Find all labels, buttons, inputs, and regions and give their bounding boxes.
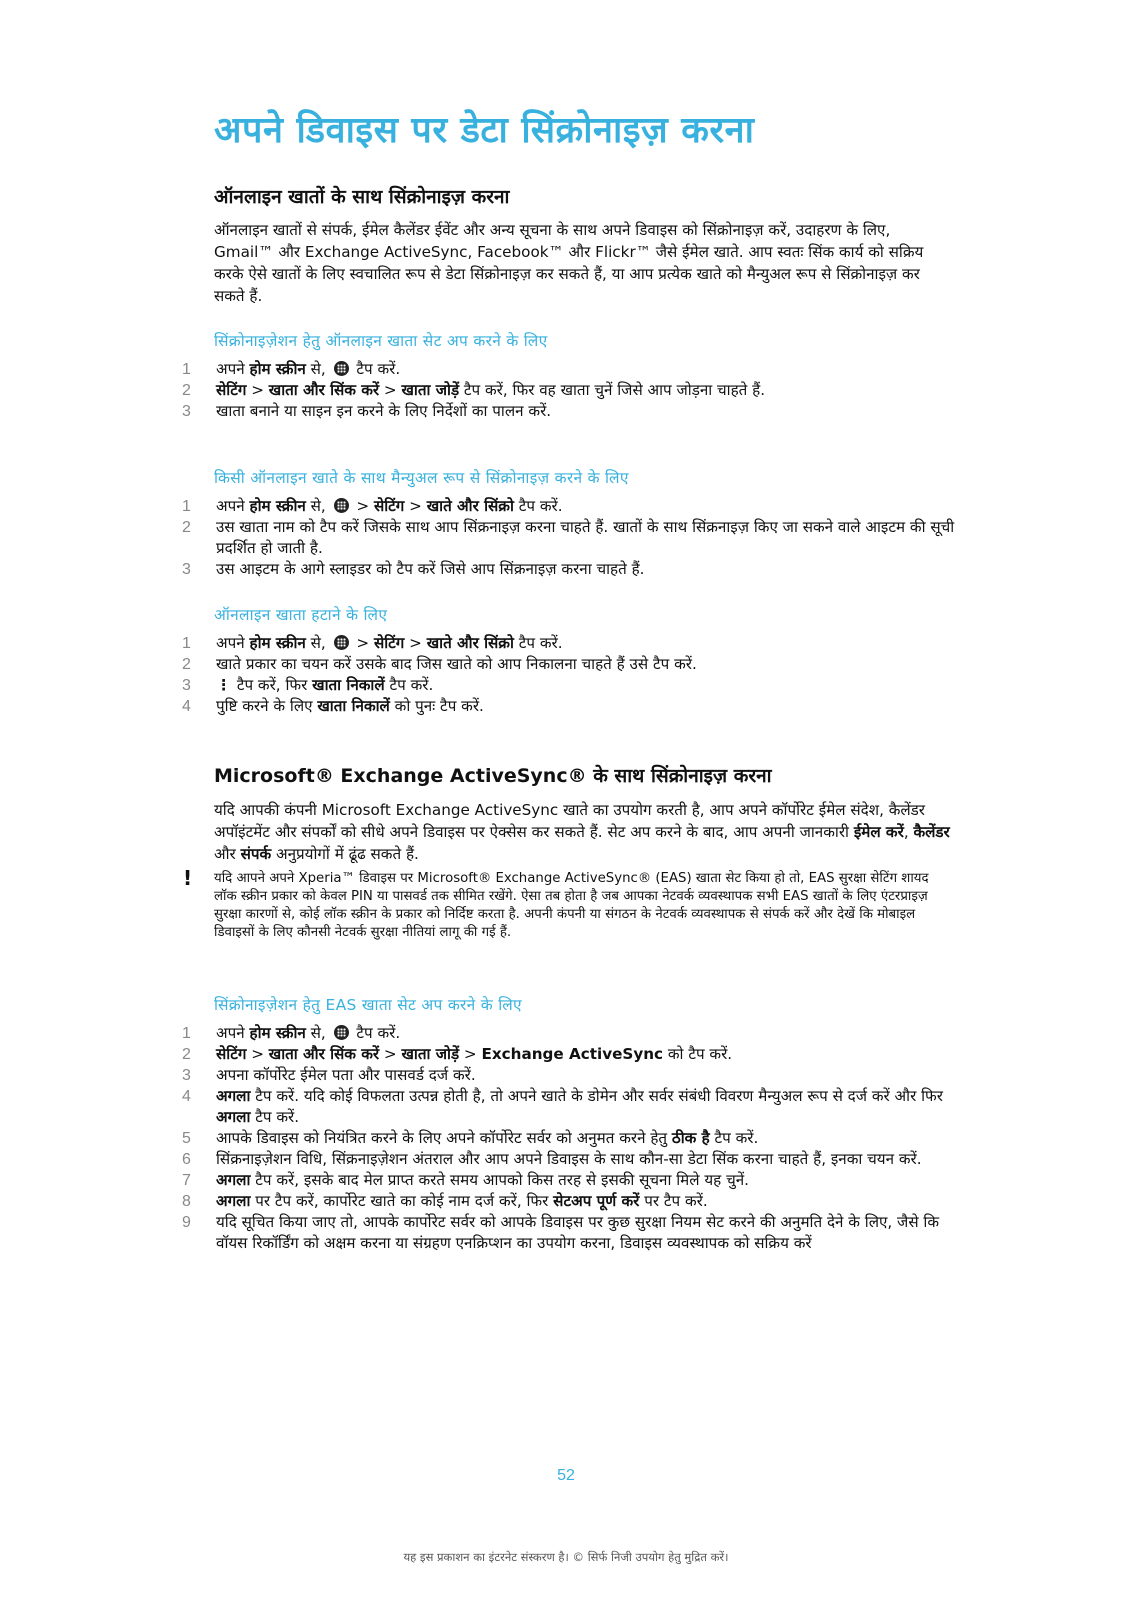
step-text: सेटिंग > खाता और सिंक करें > खाता जोड़ें > Exchange ActiveSync को टैप करें.	[216, 1045, 733, 1063]
step	[180, 1128, 960, 1149]
step-number: 2	[182, 1046, 191, 1063]
step-number: 9	[182, 1214, 191, 1231]
section-heading-exchange-activesync: Microsoft® Exchange ActiveSync® के साथ सिंक्रोनाइज़ करना	[214, 765, 772, 787]
step-number: 2	[182, 656, 191, 673]
footer-note: यह इस प्रकाशन का इंटरनेट संस्करण है। © सिर्फ निजी उपयोग हेतु मुद्रित करें।	[403, 1550, 729, 1564]
step-text: अपना कॉर्पोरेट ईमेल पता और पासवर्ड दर्ज करें.	[216, 1066, 476, 1084]
step-text: अपने होम स्क्रीन से, टैप करें.	[216, 360, 401, 378]
step	[180, 496, 960, 517]
step-text: अगला टैप करें, इसके बाद मेल प्राप्त करते समय आपको किस तरह से इसकी सूचना मिले यह चुनें.	[216, 1171, 749, 1189]
step	[180, 1023, 960, 1044]
procedure-steps-setup-online-account	[180, 359, 960, 422]
step	[180, 675, 960, 696]
step	[180, 559, 960, 580]
more-options-icon: ⋮	[216, 676, 232, 694]
procedure-heading-manual-sync: किसी ऑनलाइन खाते के साथ मैन्युअल रूप से सिंक्रोनाइज़ करने के लिए	[214, 469, 629, 487]
app-grid-icon	[334, 361, 349, 376]
step	[180, 633, 960, 654]
step-text: ⋮ टैप करें, फिर खाता निकालें टैप करें.	[216, 676, 434, 694]
step	[180, 380, 960, 401]
step-number: 1	[182, 1025, 191, 1042]
step-text: अपने होम स्क्रीन से, टैप करें.	[216, 1024, 401, 1042]
step	[180, 1065, 960, 1086]
step-text: अपने होम स्क्रीन से, > सेटिंग > खाते और सिंक्रो टैप करें.	[216, 634, 563, 652]
step-number: 3	[182, 677, 191, 694]
step	[180, 1191, 960, 1212]
step-number: 5	[182, 1130, 191, 1147]
step-text: उस खाता नाम को टैप करें जिसके साथ आप सिंक्रनाइज़ करना चाहते हैं. खातों के साथ सिंक्रनाइज़ किए जा सकने वाले आइटम की सूची प्रदर्शित हो जाती है.	[216, 518, 955, 557]
step-number: 1	[182, 498, 191, 515]
section-heading-online-accounts: ऑनलाइन खातों के साथ सिंक्रोनाइज़ करना	[214, 186, 510, 208]
step-text: अपने होम स्क्रीन से, > सेटिंग > खाते और सिंक्रो टैप करें.	[216, 497, 563, 515]
step-text: अगला पर टैप करें, कार्पोरेट खाते का कोई नाम दर्ज करें, फिर सेटअप पूर्ण करें पर टैप करें.	[216, 1192, 708, 1210]
step-text: सिंक्रनाइज़ेशन विधि, सिंक्रनाइज़ेशन अंतराल और आप अपने डिवाइस के साथ कौन-सा डेटा सिंक करना चाहते हैं, इनका चयन करें.	[216, 1150, 922, 1168]
step-number: 4	[182, 1088, 191, 1105]
step	[180, 1086, 960, 1128]
step	[180, 359, 960, 380]
procedure-steps-remove-account	[180, 633, 960, 717]
procedure-heading-eas-setup: सिंक्रोनाइज़ेशन हेतु EAS खाता सेट अप करने के लिए	[214, 996, 522, 1014]
step-text: आपके डिवाइस को नियंत्रित करने के लिए अपने कॉर्पोरेट सर्वर को अनुमत करने हेतु ठीक है टैप करें.	[216, 1129, 759, 1147]
step-number: 2	[182, 382, 191, 399]
step	[180, 1212, 960, 1254]
procedure-heading-remove-account: ऑनलाइन खाता हटाने के लिए	[214, 606, 388, 624]
step-text: खाते प्रकार का चयन करें उसके बाद जिस खाते को आप निकालना चाहते हैं उसे टैप करें.	[216, 655, 697, 673]
step	[180, 1170, 960, 1191]
step	[180, 517, 960, 559]
step	[180, 654, 960, 675]
step-number: 4	[182, 698, 191, 715]
procedure-steps-manual-sync	[180, 496, 960, 580]
page-title: अपने डिवाइस पर डेटा सिंक्रोनाइज़ करना	[214, 110, 755, 151]
step-number: 3	[182, 1067, 191, 1084]
warning-icon: !	[183, 866, 193, 890]
step	[180, 696, 960, 717]
step-text: अगला टैप करें. यदि कोई विफलता उत्पन्न होती है, तो अपने खाते के डोमेन और सर्वर संबंधी विवरण मैन्युअल रूप से दर्ज करें और फिर अगला टैप करें.	[216, 1087, 943, 1126]
step-text: उस आइटम के आगे स्लाइडर को टैप करें जिसे आप सिंक्रनाइज़ करना चाहते हैं.	[216, 560, 645, 578]
step-number: 7	[182, 1172, 191, 1189]
app-grid-icon	[334, 635, 349, 650]
step-number: 1	[182, 361, 191, 378]
step-number: 3	[182, 403, 191, 420]
step-number: 6	[182, 1151, 191, 1168]
step-number: 8	[182, 1193, 191, 1210]
step-number: 3	[182, 561, 191, 578]
section-paragraph-exchange-activesync: यदि आपकी कंपनी Microsoft Exchange ActiveSync खाते का उपयोग करती है, आप अपने कॉर्पोरेट ईमेल संदेश, कैलेंडर अपॉइंटमेंट और संपर्कों को सीधे अपने डिवाइस पर ऐक्सेस कर सकते हैं. सेट अप करने के बाद, आप अपनी जानकारी ईमेल करें, कैलेंडर और संपर्क अनुप्रयोगों में ढूंढ सकते हैं.	[214, 801, 950, 863]
app-grid-icon	[334, 498, 349, 513]
step	[180, 1044, 960, 1065]
step-number: 1	[182, 635, 191, 652]
step-number: 2	[182, 519, 191, 536]
note-text: यदि आपने अपने Xperia™ डिवाइस पर Microsoft® Exchange ActiveSync® (EAS) खाता सेट किया हो तो, EAS सुरक्षा सेटिंग शायद लॉक स्क्रीन प्रकार को केवल PIN या पासवर्ड तक सीमित रखेंगे. ऐसा तब होता है जब आपका नेटवर्क व्यवस्थापक सभी EAS खातों के लिए एंटरप्राइज़ सुरक्षा कारणों से, कोई लॉक स्क्रीन के प्रकार को निर्दिष्ट करता है. अपनी कंपनी या संगठन के नेटवर्क व्यवस्थापक से संपर्क करें और देखें कि मोबाइल डिवाइसों के लिए कौनसी नेटवर्क सुरक्षा नीतियां लागू की गई हैं.	[214, 871, 929, 940]
step-text: खाता बनाने या साइन इन करने के लिए निर्देशों का पालन करें.	[216, 402, 552, 420]
app-grid-icon	[334, 1025, 349, 1040]
step-text: यदि सूचित किया जाए तो, आपके कार्पोरेट सर्वर को आपके डिवाइस पर कुछ सुरक्षा नियम सेट करने की अनुमति देने के लिए, जैसे कि वॉयस रिकॉर्डिंग को अक्षम करना या संग्रहण एनक्रिप्शन का उपयोग करना, डिवाइस व्यवस्थापक को सक्रिय करें	[216, 1213, 940, 1252]
page-number: 52	[557, 1467, 575, 1484]
step	[180, 1149, 960, 1170]
procedure-heading-setup-online-account: सिंक्रोनाइज़ेशन हेतु ऑनलाइन खाता सेट अप करने के लिए	[214, 332, 548, 350]
step	[180, 401, 960, 422]
step-text: पुष्टि करने के लिए खाता निकालें को पुनः टैप करें.	[216, 697, 484, 715]
procedure-steps-eas-setup	[180, 1023, 960, 1254]
step-text: सेटिंग > खाता और सिंक करें > खाता जोड़ें टैप करें, फिर वह खाता चुनें जिसे आप जोड़ना चाहते हैं.	[216, 381, 766, 399]
section-paragraph-online-accounts: ऑनलाइन खातों से संपर्क, ईमेल कैलेंडर ईवेंट और अन्य सूचना के साथ अपने डिवाइस को सिंक्रोनाइज़ करें, उदाहरण के लिए, Gmail™ और Exchange ActiveSync, Facebook™ और Flickr™ जैसे ईमेल खाते. आप स्वतः सिंक कार्य को सक्रिय करके ऐसे खातों के लिए स्वचालित रूप से डेटा सिंक्रोनाइज़ कर सकते हैं, या आप प्रत्येक खाते को मैन्युअल रूप से सिंक्रोनाइज़ कर सकते हैं.	[214, 221, 924, 305]
